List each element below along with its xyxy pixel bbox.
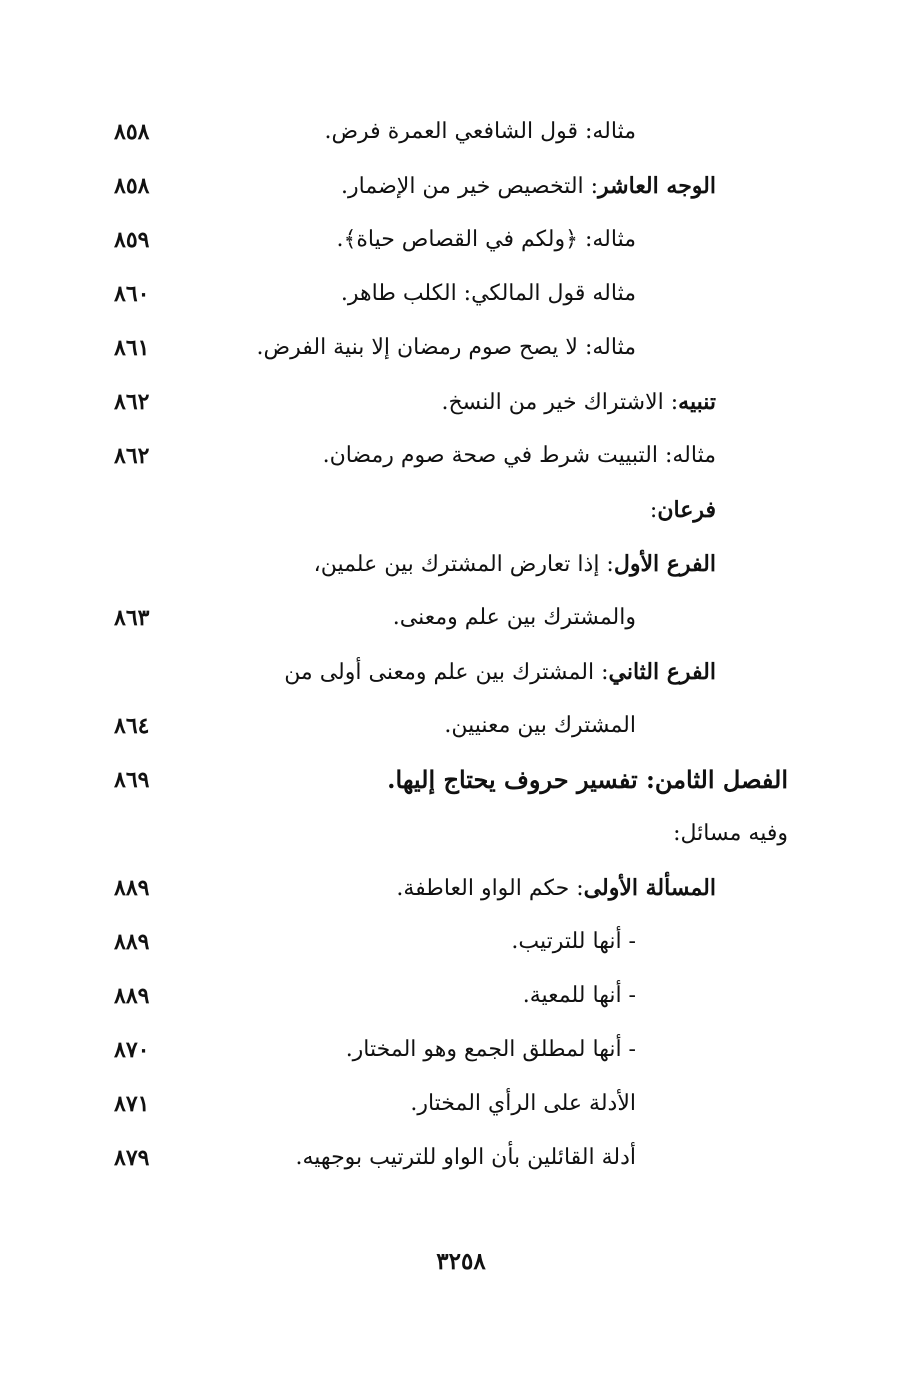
entry-text: مثاله قول المالكي: الكلب طاهر. [340,281,636,306]
folio-page-number: ٣٢٥٨ [436,1248,486,1275]
toc-entry [0,276,922,316]
toc-entry [0,1032,922,1072]
page-number: ٨٦٢ [114,443,150,469]
entry-text: - أنها للمعية. [522,983,636,1008]
entry-label: الفرع الثاني [608,659,716,685]
page-number: ٨٦٢ [114,389,150,415]
page-number: ٨٥٩ [114,227,150,253]
page-number: ٨٦٤ [114,713,150,739]
entry-text: مثاله: لا يصح صوم رمضان إلا بنية الفرض. [256,335,636,360]
entry-label: تنبيه [678,389,716,415]
toc-entry [0,438,922,478]
entry-text: تنبيه: الاشتراك خير من النسخ. [441,389,716,415]
toc-entry [0,384,922,424]
entry-text: الوجه العاشر: التخصيص خير من الإضمار. [341,173,716,199]
entry-text: المسألة الأولى: حكم الواو العاطفة. [396,875,716,901]
page-number: ٨٦٩ [114,767,150,793]
toc-entry [0,600,922,640]
page-number: ٨٧٠ [114,1037,150,1063]
toc-entry [0,1140,922,1180]
toc-heading [0,816,922,856]
entry-text: مثاله: التبييت شرط في صحة صوم رمضان. [322,443,716,468]
entry-text: مثاله: قول الشافعي العمرة فرض. [324,119,636,144]
page-number: ٨٦١ [114,335,150,361]
entry-label: الفرع الأول [613,551,716,577]
toc-entry [0,1086,922,1126]
toc-chapter [0,762,922,802]
toc-entry [0,168,922,208]
page-number: ٨٥٨ [114,173,150,199]
entry-text: أدلة القائلين بأن الواو للترتيب بوجهيه. [295,1145,636,1170]
toc-entry [0,708,922,748]
entry-label: فرعان [657,497,716,523]
entry-label: الفصل الثامن [654,765,788,794]
entry-text: والمشترك بين علم ومعنى. [392,605,636,630]
toc-entry [0,924,922,964]
entry-text: المشترك بين معنيين. [444,713,636,738]
page-number: ٨٥٨ [114,119,150,145]
entry-text: الفصل الثامن: تفسير حروف يحتاج إليها. [387,765,788,794]
toc-entry [0,978,922,1018]
page-number: ٨٨٩ [114,875,150,901]
entry-text: فرعان: [649,497,716,523]
entry-text: - أنها للترتيب. [511,929,636,954]
entry-text: - أنها لمطلق الجمع وهو المختار. [345,1037,636,1062]
entry-text: الأدلة على الرأي المختار. [410,1091,636,1116]
page-number: ٨٧٩ [114,1145,150,1171]
entry-text: مثاله: ﴿ولكم في القصاص حياة﴾. [336,227,636,252]
page-number: ٨٦٠ [114,281,150,307]
entry-text: وفيه مسائل: [673,821,788,846]
page-number: ٨٧١ [114,1091,150,1117]
entry-text: الفرع الثاني: المشترك بين علم ومعنى أولى من [284,659,716,685]
entry-label: المسألة الأولى [583,875,716,901]
toc-entry [0,222,922,262]
toc-entry [0,546,922,586]
toc-entry [0,654,922,694]
page-number: ٨٨٩ [114,929,150,955]
toc-entry [0,330,922,370]
entry-label: الوجه العاشر [598,173,716,199]
toc-heading [0,492,922,532]
toc-entry [0,870,922,910]
page-number: ٨٦٣ [114,605,150,631]
entry-text: الفرع الأول: إذا تعارض المشترك بين علمين، [313,551,716,577]
toc-entry [0,114,922,154]
page-number: ٨٨٩ [114,983,150,1009]
